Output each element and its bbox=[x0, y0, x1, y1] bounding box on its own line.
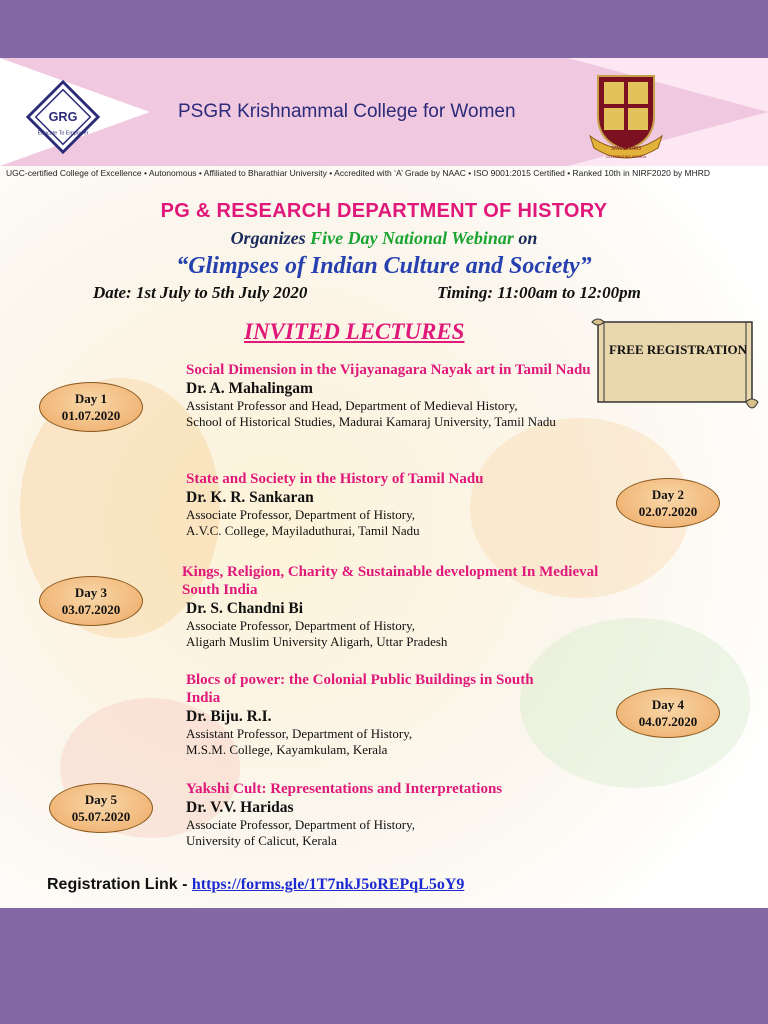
day-date: 04.07.2020 bbox=[638, 714, 698, 729]
registration-link[interactable]: https://forms.gle/1T7nkJ5oREPqL5oY9 bbox=[191, 876, 465, 893]
speaker-affiliation: Aligarh Muslim University Aligarh, Uttar Pradesh bbox=[186, 634, 448, 649]
lecture-title: Yakshi Cult: Representations and Interpretations bbox=[186, 781, 503, 797]
department-title: PG & RESEARCH DEPARTMENT OF HISTORY bbox=[160, 200, 608, 222]
lecture-3 bbox=[182, 563, 602, 650]
day-label: Day 3 bbox=[74, 585, 108, 600]
event-type-text: Five Day National Webinar bbox=[310, 228, 514, 248]
on-text: on bbox=[518, 228, 538, 248]
grg-tagline: Educate To Empower bbox=[37, 130, 89, 137]
lecture-4 bbox=[186, 671, 566, 758]
speaker-affiliation: School of Historical Studies, Madurai Kamaraj University, Tamil Nadu bbox=[186, 414, 556, 429]
speaker-affiliation: Associate Professor, Department of History, bbox=[186, 618, 415, 633]
college-name: PSGR Krishnammal College for Women bbox=[178, 101, 516, 122]
speaker-name: Dr. A. Mahalingam bbox=[186, 380, 313, 397]
day-label: Day 2 bbox=[651, 487, 685, 502]
day-badge-3 bbox=[39, 576, 143, 626]
speaker-affiliation: M.S.M. College, Kayamkulam, Kerala bbox=[186, 742, 388, 757]
event-timing: Timing: 11:00am to 12:00pm bbox=[437, 283, 641, 302]
day-label: Day 4 bbox=[651, 697, 685, 712]
lecture-5 bbox=[186, 780, 626, 849]
day-date: 01.07.2020 bbox=[61, 408, 121, 423]
speaker-name: Dr. S. Chandni Bi bbox=[186, 600, 304, 617]
college-crest-logo bbox=[586, 70, 666, 160]
speaker-affiliation: Assistant Professor and Head, Department of Medieval History, bbox=[186, 398, 518, 413]
webinar-title: “Glimpses of Indian Culture and Society” bbox=[176, 253, 592, 279]
lecture-title: Blocs of power: the Colonial Public Buildings in South India bbox=[186, 672, 534, 706]
invited-lectures-heading: INVITED LECTURES bbox=[244, 319, 465, 344]
organizes-line bbox=[0, 228, 768, 249]
day-date: 05.07.2020 bbox=[71, 809, 131, 824]
day-date: 02.07.2020 bbox=[638, 504, 698, 519]
lecture-title: State and Society in the History of Tamil Nadu bbox=[186, 471, 484, 487]
webinar-poster bbox=[0, 58, 768, 908]
scroll-banner bbox=[590, 316, 760, 414]
speaker-name: Dr. K. R. Sankaran bbox=[186, 489, 314, 506]
organizes-text: Organizes bbox=[230, 228, 306, 248]
day-date: 03.07.2020 bbox=[61, 602, 121, 617]
day-badge-1 bbox=[39, 382, 143, 432]
lecture-2 bbox=[186, 470, 626, 539]
accreditation-line: UGC-certified College of Excellence • Autonomous • Affiliated to Bharathiar University • Accredited with ‘A’ Grade by NAAC • ISO 9001:2015 Certified • Ranked 10th in NIRF2020 by MHRD bbox=[6, 168, 711, 178]
grg-logo-text: GRG bbox=[48, 109, 78, 124]
day-badge-4 bbox=[616, 688, 720, 738]
day-label: Day 1 bbox=[74, 391, 108, 406]
day-label: Day 5 bbox=[84, 792, 118, 807]
lecture-title: Kings, Religion, Charity & Sustainable development In Medieval South India bbox=[182, 564, 599, 598]
lecture-title: Social Dimension in the Vijayanagara Nayak art in Tamil Nadu bbox=[186, 362, 591, 378]
registration-label: Registration Link - bbox=[47, 876, 188, 893]
day-badge-5 bbox=[49, 783, 153, 833]
crest-since-text: SINCE 1963 bbox=[610, 146, 642, 152]
event-date: Date: 1st July to 5th July 2020 bbox=[93, 283, 308, 302]
speaker-affiliation: University of Calicut, Kerala bbox=[186, 833, 337, 848]
day-badge-2 bbox=[616, 478, 720, 528]
speaker-affiliation: Associate Professor, Department of History, bbox=[186, 817, 415, 832]
speaker-affiliation: Associate Professor, Department of History, bbox=[186, 507, 415, 522]
speaker-affiliation: Assistant Professor, Department of History, bbox=[186, 726, 413, 741]
speaker-name: Dr. V.V. Haridas bbox=[186, 799, 294, 816]
grg-logo bbox=[24, 78, 102, 156]
crest-motto-text: CELEBRATING WOMEN bbox=[605, 155, 647, 159]
registration-line bbox=[47, 876, 464, 894]
lecture-1 bbox=[186, 361, 596, 430]
free-registration-text: FREE REGISTRATION bbox=[608, 342, 748, 357]
speaker-name: Dr. Biju. R.I. bbox=[186, 708, 272, 725]
speaker-affiliation: A.V.C. College, Mayiladuthurai, Tamil Nadu bbox=[186, 523, 420, 538]
